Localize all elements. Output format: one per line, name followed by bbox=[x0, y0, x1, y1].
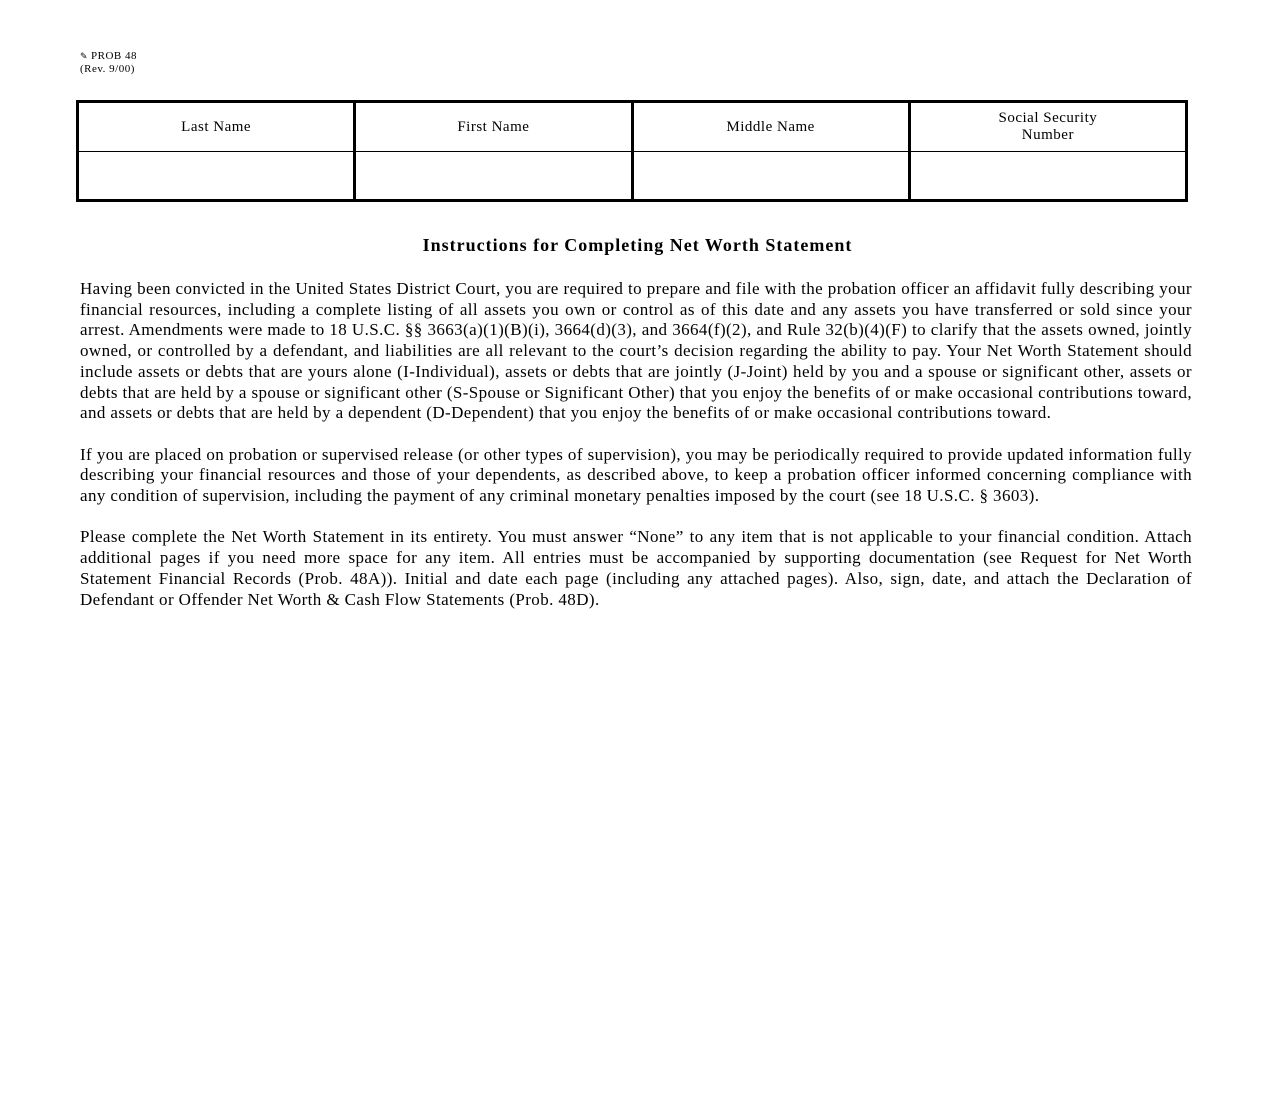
first-name-field[interactable] bbox=[355, 152, 632, 201]
ssn-header: Social Security Number bbox=[909, 102, 1186, 152]
paragraph-completion: Please complete the Net Worth Statement in its entirety. You must answer “None” to any item that is not applicable to your financial condition. Attach additional pages if you need more space for any item. All entries must be accompanied by supporting documentation (see Request for Net Worth Statement Financial Records (Prob. 48A)). Initial and date each page (including any attached pages). Also, sign, date, and attach the Declaration of Defendant or Offender Net Worth & Cash Flow Statements (Prob. 48D). bbox=[80, 527, 1192, 609]
ssn-field[interactable] bbox=[909, 152, 1186, 201]
middle-name-field[interactable] bbox=[632, 152, 909, 201]
last-name-header: Last Name bbox=[78, 102, 355, 152]
form-identifier bbox=[80, 50, 137, 76]
page-title: Instructions for Completing Net Worth Statement bbox=[422, 235, 853, 255]
paragraph-conviction: Having been convicted in the United States District Court, you are required to prepare and file with the probation officer an affidavit fully describing your financial resources, including a complete listing of all assets you own or control as of this date and any assets you have transferred or sold since your arrest. Amendments were made to 18 U.S.C. §§ 3663(a)(1)(B)(i), 3664(d)(3), and 3664(f)(2), and Rule 32(b)(4)(F) to clarify that the assets owned, jointly owned, or controlled by a defendant, and liabilities are all relevant to the court’s decision regarding the ability to pay. Your Net Worth Statement should include assets or debts that are yours alone (I-Individual), assets or debts that are jointly (J-Joint) held by you and a spouse or significant other, assets or debts that are held by a spouse or significant other (S-Spouse or Significant Other) that you enjoy the benefits of or make occasional contributions toward, and assets or debts that are held by a dependent (D-Dependent) that you enjoy the benefits of or make occasional contributions toward. bbox=[80, 279, 1192, 423]
table-entry-row bbox=[78, 152, 1187, 201]
form-revision: (Rev. 9/00) bbox=[80, 63, 135, 75]
middle-name-header: Middle Name bbox=[632, 102, 909, 152]
form-number: PROB 48 bbox=[91, 50, 137, 62]
pen-icon: ✎ bbox=[80, 51, 89, 61]
table-header-row bbox=[78, 102, 1187, 152]
name-table bbox=[76, 100, 1188, 202]
first-name-header: First Name bbox=[355, 102, 632, 152]
instructions-body bbox=[80, 279, 1192, 631]
last-name-field[interactable] bbox=[78, 152, 355, 201]
paragraph-supervision: If you are placed on probation or supervised release (or other types of supervision), you may be periodically required to provide updated information fully describing your financial resources and those of your dependents, as described above, to keep a probation officer informed concerning compliance with any condition of supervision, including the payment of any criminal monetary penalties imposed by the court (see 18 U.S.C. § 3603). bbox=[80, 444, 1192, 506]
